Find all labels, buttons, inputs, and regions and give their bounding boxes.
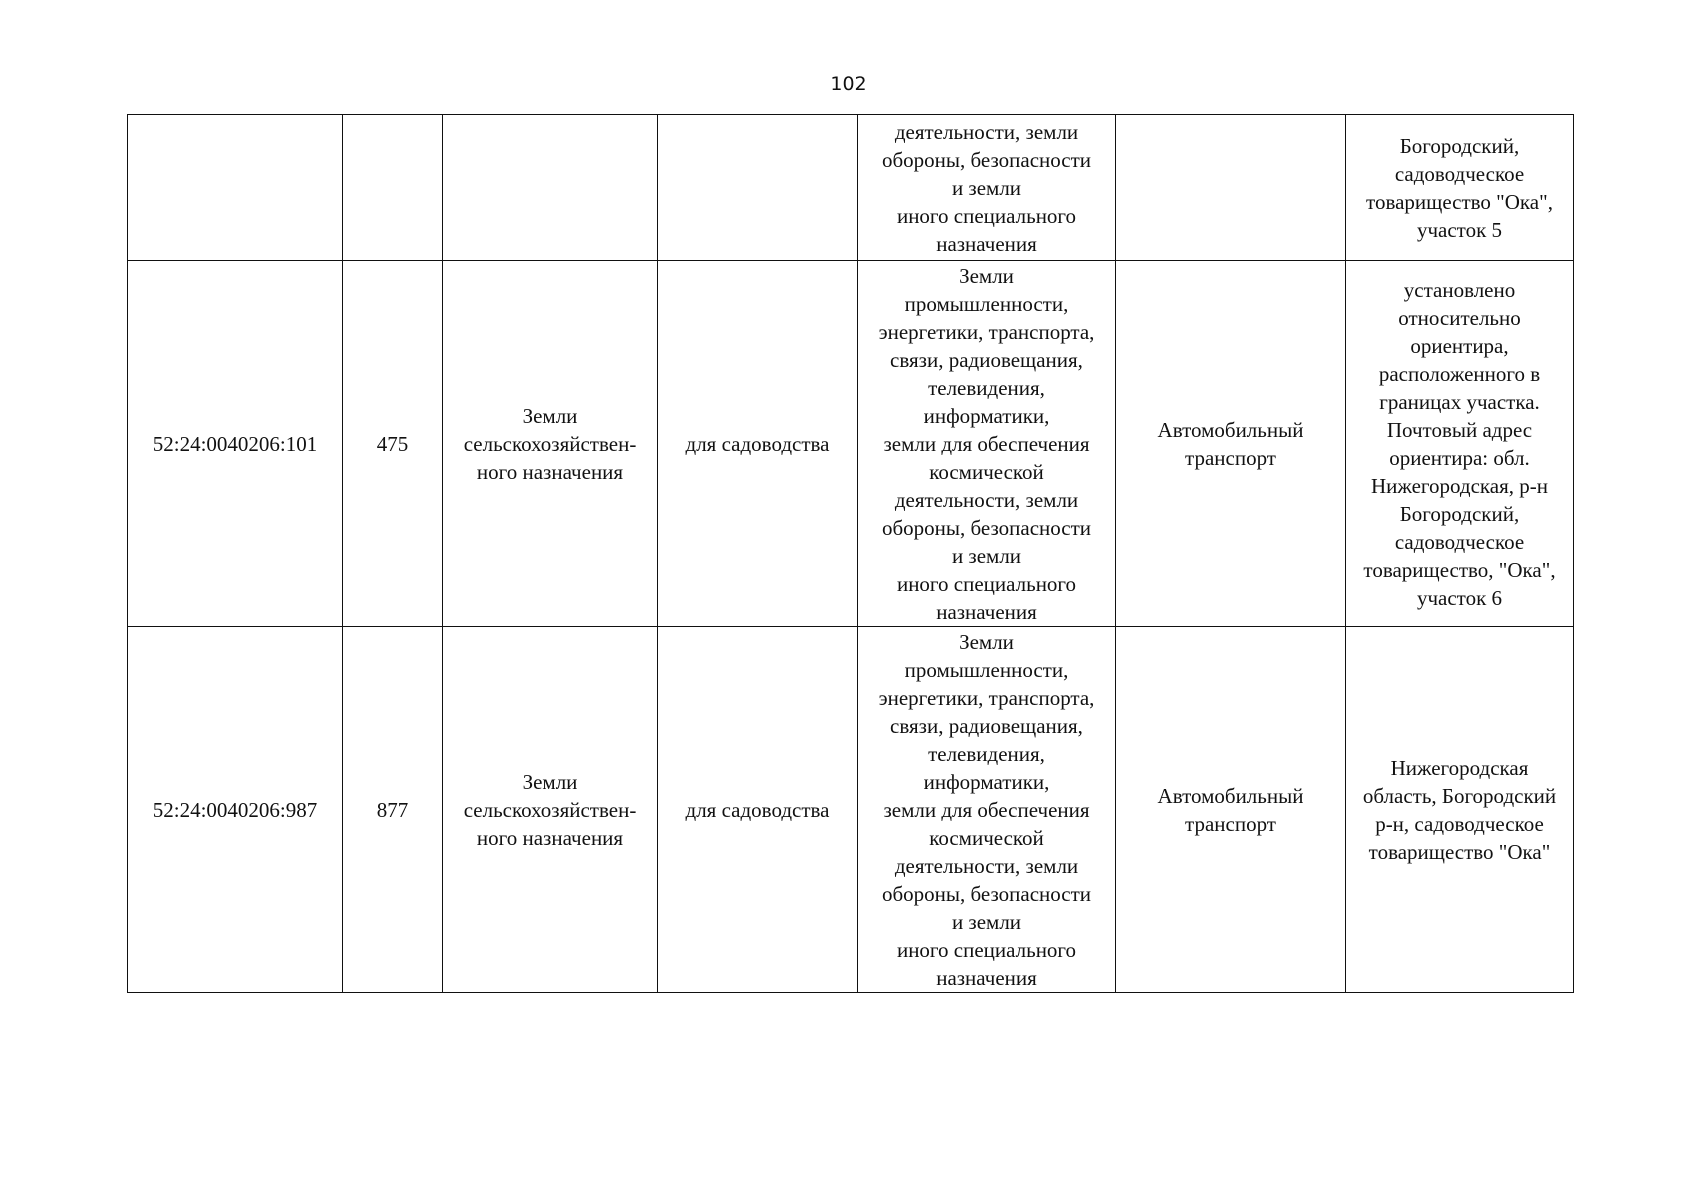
cadastral-number-cell: 52:24:0040206:987 xyxy=(128,627,343,993)
purpose-cell: Автомобильный транспорт xyxy=(1116,261,1346,627)
address-cell: установлено относительно ориентира, расположенного в границах участка. Почтовый адрес ориентира: обл. Нижегородская, р-н Богородский, садоводческое товарищество, "Ока", участок 6 xyxy=(1346,261,1574,627)
page-number: 102 xyxy=(830,73,867,95)
table-row xyxy=(128,627,1574,993)
area-cell: 475 xyxy=(343,261,443,627)
area-cell: 877 xyxy=(343,627,443,993)
objects-category-cell: Земли промышленности, энергетики, транспорта, связи, радиовещания, телевидения, информатики, земли для обеспечения космической деятельности, земли обороны, безопасности и земли иного специального назначения xyxy=(858,261,1116,627)
land-category-cell xyxy=(443,115,658,261)
permitted-use-cell: для садоводства xyxy=(658,261,858,627)
address-cell: Богородский, садоводческое товарищество "Ока", участок 5 xyxy=(1346,115,1574,261)
land-plots-table xyxy=(127,114,1574,993)
permitted-use-cell xyxy=(658,115,858,261)
purpose-cell: Автомобильный транспорт xyxy=(1116,627,1346,993)
purpose-cell xyxy=(1116,115,1346,261)
objects-category-cell: деятельности, земли обороны, безопасности и земли иного специального назначения xyxy=(858,115,1116,261)
permitted-use-cell: для садоводства xyxy=(658,627,858,993)
objects-category-cell: Земли промышленности, энергетики, транспорта, связи, радиовещания, телевидения, информатики, земли для обеспечения космической деятельности, земли обороны, безопасности и земли иного специального назначения xyxy=(858,627,1116,993)
land-category-cell: Земли сельскохозяйствен- ного назначения xyxy=(443,261,658,627)
cadastral-number-cell: 52:24:0040206:101 xyxy=(128,261,343,627)
table-row xyxy=(128,115,1574,261)
cadastral-number-cell xyxy=(128,115,343,261)
area-cell xyxy=(343,115,443,261)
address-cell: Нижегородская область, Богородский р-н, садоводческое товарищество "Ока" xyxy=(1346,627,1574,993)
land-category-cell: Земли сельскохозяйствен- ного назначения xyxy=(443,627,658,993)
table-row xyxy=(128,261,1574,627)
